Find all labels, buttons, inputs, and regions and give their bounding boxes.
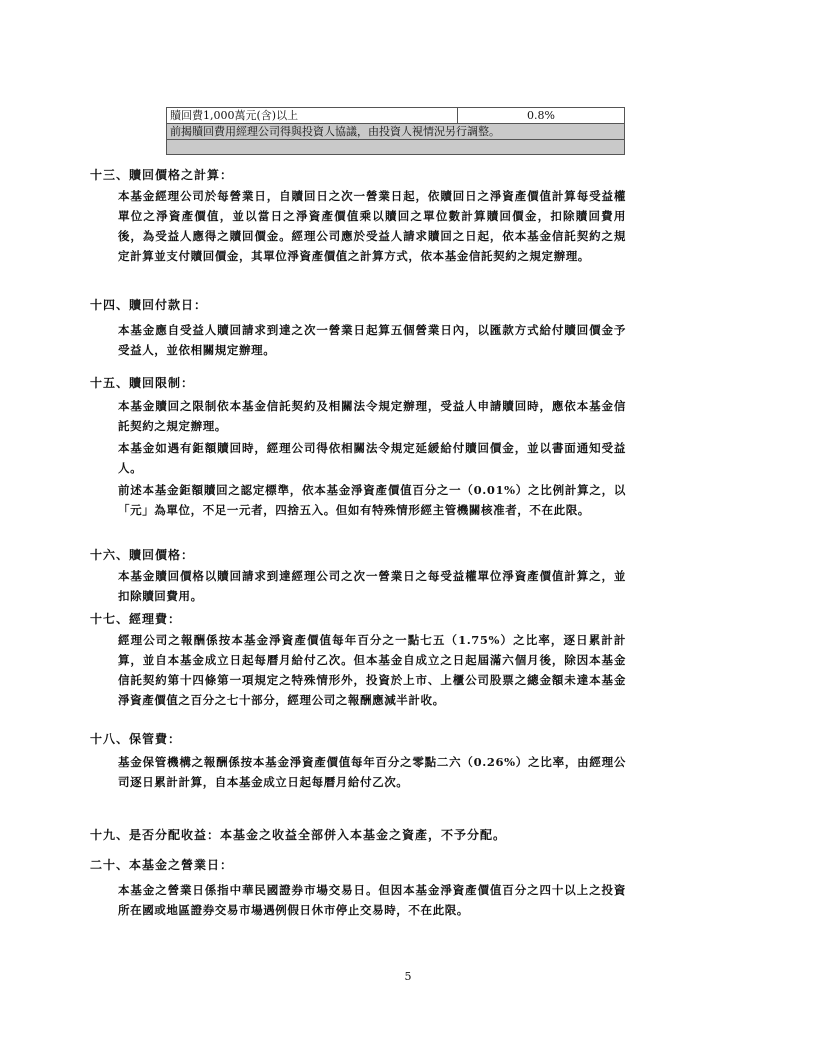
fee-rate: 0.8%	[458, 108, 625, 124]
section-paragraph: 本基金應自受益人贖回請求到達之次一營業日起算五個營業日內，以匯款方式給付贖回價金予受益人，並依相關規定辦理。	[118, 323, 626, 357]
table-row	[167, 140, 625, 155]
section-heading: 十九、是否分配收益：本基金之收益全部併入本基金之資產，不予分配。	[90, 828, 507, 842]
section-paragraph: 本基金經理公司於每營業日，自贖回日之次一營業日起，依贖回日之淨資產價值計算每受益權單位之淨資產價值，並以當日之淨資產價值乘以贖回之單位數計算贖回價金，扣除贖回費用後，為受益人應得之贖回價金。經理公司應於受益人請求贖回之日起，依本基金信託契約之規定計算並支付贖回價金，其單位淨資產價值之計算方式，依本基金信託契約之規定辦理。	[118, 189, 626, 263]
section-paragraph: 經理公司之報酬係按本基金淨資產價值每年百分之一點七五（1.75%）之比率，逐日累計計算，並自本基金成立日起每曆月給付乙次。但本基金自成立之日起屆滿六個月後，除因本基金信託契約第十四條第一項規定之特殊情形外，投資於上市、上櫃公司股票之總金額未達本基金淨資產價值之百分之七十部分，經理公司之報酬應減半計收。	[118, 633, 626, 707]
redemption-fee-table	[166, 107, 625, 155]
section-heading: 十四、贖回付款日：	[90, 298, 208, 312]
section-paragraph: 前述本基金鉅額贖回之認定標準，依本基金淨資產價值百分之一（0.01%）之比例計算之，以「元」為單位，不足一元者，四捨五入。但如有特殊情形經主管機關核准者，不在此限。	[118, 483, 626, 517]
section-heading: 十八、保管費：	[90, 732, 182, 746]
section-paragraph: 本基金贖回之限制依本基金信託契約及相關法令規定辦理，受益人申請贖回時，應依本基金信託契約之規定辦理。	[118, 399, 626, 433]
section-paragraph: 本基金如遇有鉅額贖回時，經理公司得依相關法令規定延緩給付贖回價金，並以書面通知受益人。	[118, 441, 626, 475]
section-paragraph: 本基金之營業日係指中華民國證券市場交易日。但因本基金淨資產價值百分之四十以上之投資所在國或地區證券交易市場遇例假日休市停止交易時，不在此限。	[118, 883, 626, 917]
section-paragraph: 基金保管機構之報酬係按本基金淨資產價值每年百分之零點二六（0.26%）之比率，由經理公司逐日累計計算，自本基金成立日起每曆月給付乙次。	[118, 755, 626, 789]
fee-tier-label: 贖回費1,000萬元(含)以上	[167, 108, 458, 124]
section-paragraph: 本基金贖回價格以贖回請求到達經理公司之次一營業日之每受益權單位淨資產價值計算之，並扣除贖回費用。	[118, 569, 626, 603]
table-row	[167, 124, 625, 140]
blank-cell	[167, 140, 625, 155]
section-heading: 十三、贖回價格之計算：	[90, 168, 234, 182]
section-heading: 十七、經理費：	[90, 612, 182, 626]
section-heading: 十六、贖回價格：	[90, 548, 195, 562]
page-number: 5	[404, 970, 412, 983]
section-heading: 十五、贖回限制：	[90, 376, 195, 390]
table-row	[167, 108, 625, 124]
fee-note: 前揭贖回費用經理公司得與投資人協議，由投資人視情況另行調整。	[167, 124, 625, 140]
section-heading: 二十、本基金之營業日：	[90, 858, 234, 872]
